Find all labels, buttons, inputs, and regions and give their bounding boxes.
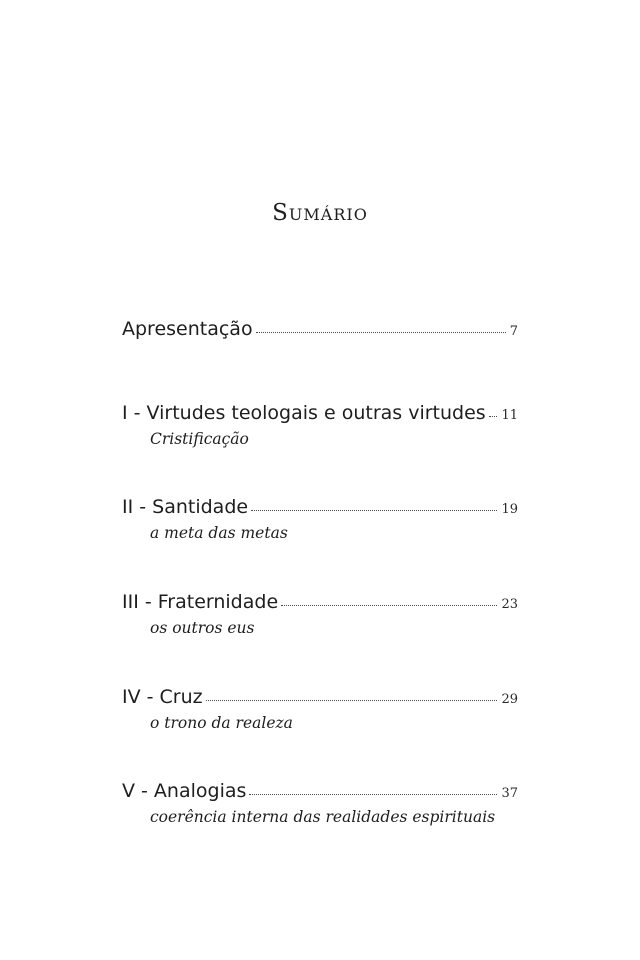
toc-page-number: 7	[509, 324, 518, 339]
toc-entry-title: II - Santidade	[122, 496, 249, 518]
dot-leader	[256, 332, 506, 333]
toc-page-number: 37	[501, 786, 518, 801]
toc-entry-subtitle: os outros eus	[150, 619, 255, 637]
dot-leader	[489, 416, 498, 417]
toc-entry-line	[122, 318, 518, 340]
dot-leader	[251, 510, 497, 511]
toc-page-number: 19	[501, 502, 518, 517]
toc-page-number: 23	[501, 597, 518, 612]
toc-entry-title: I - Virtudes teologais e outras virtudes	[122, 402, 486, 424]
toc-entry-line	[122, 591, 518, 613]
toc-entry-virtudes[interactable]	[122, 402, 518, 448]
toc-entry-fraternidade[interactable]	[122, 591, 518, 637]
dot-leader	[249, 794, 497, 795]
toc-entry-line	[122, 686, 518, 708]
toc-page-number: 29	[501, 692, 518, 707]
toc-entry-apresentacao[interactable]	[122, 318, 518, 340]
toc-entry-subtitle: a meta das metas	[150, 524, 288, 542]
toc-page-number: 11	[501, 408, 518, 423]
toc-entry-title: Apresentação	[122, 318, 253, 340]
toc-entry-line	[122, 780, 518, 802]
toc-entry-analogias[interactable]	[122, 780, 518, 826]
toc-entry-line	[122, 496, 518, 518]
dot-leader	[281, 605, 497, 606]
toc-entry-line	[122, 402, 518, 424]
toc-entry-subtitle: coerência interna das realidades espirituais	[150, 808, 496, 826]
toc-entry-cruz[interactable]	[122, 686, 518, 732]
page-title: Sumário	[272, 200, 368, 226]
toc-entry-subtitle: Cristificação	[150, 430, 249, 448]
dot-leader	[206, 700, 498, 701]
toc-entry-title: V - Analogias	[122, 780, 247, 802]
toc-entry-santidade[interactable]	[122, 496, 518, 542]
toc-entry-title: III - Fraternidade	[122, 591, 279, 613]
toc-entry-subtitle: o trono da realeza	[150, 714, 293, 732]
toc-entry-title: IV - Cruz	[122, 686, 203, 708]
